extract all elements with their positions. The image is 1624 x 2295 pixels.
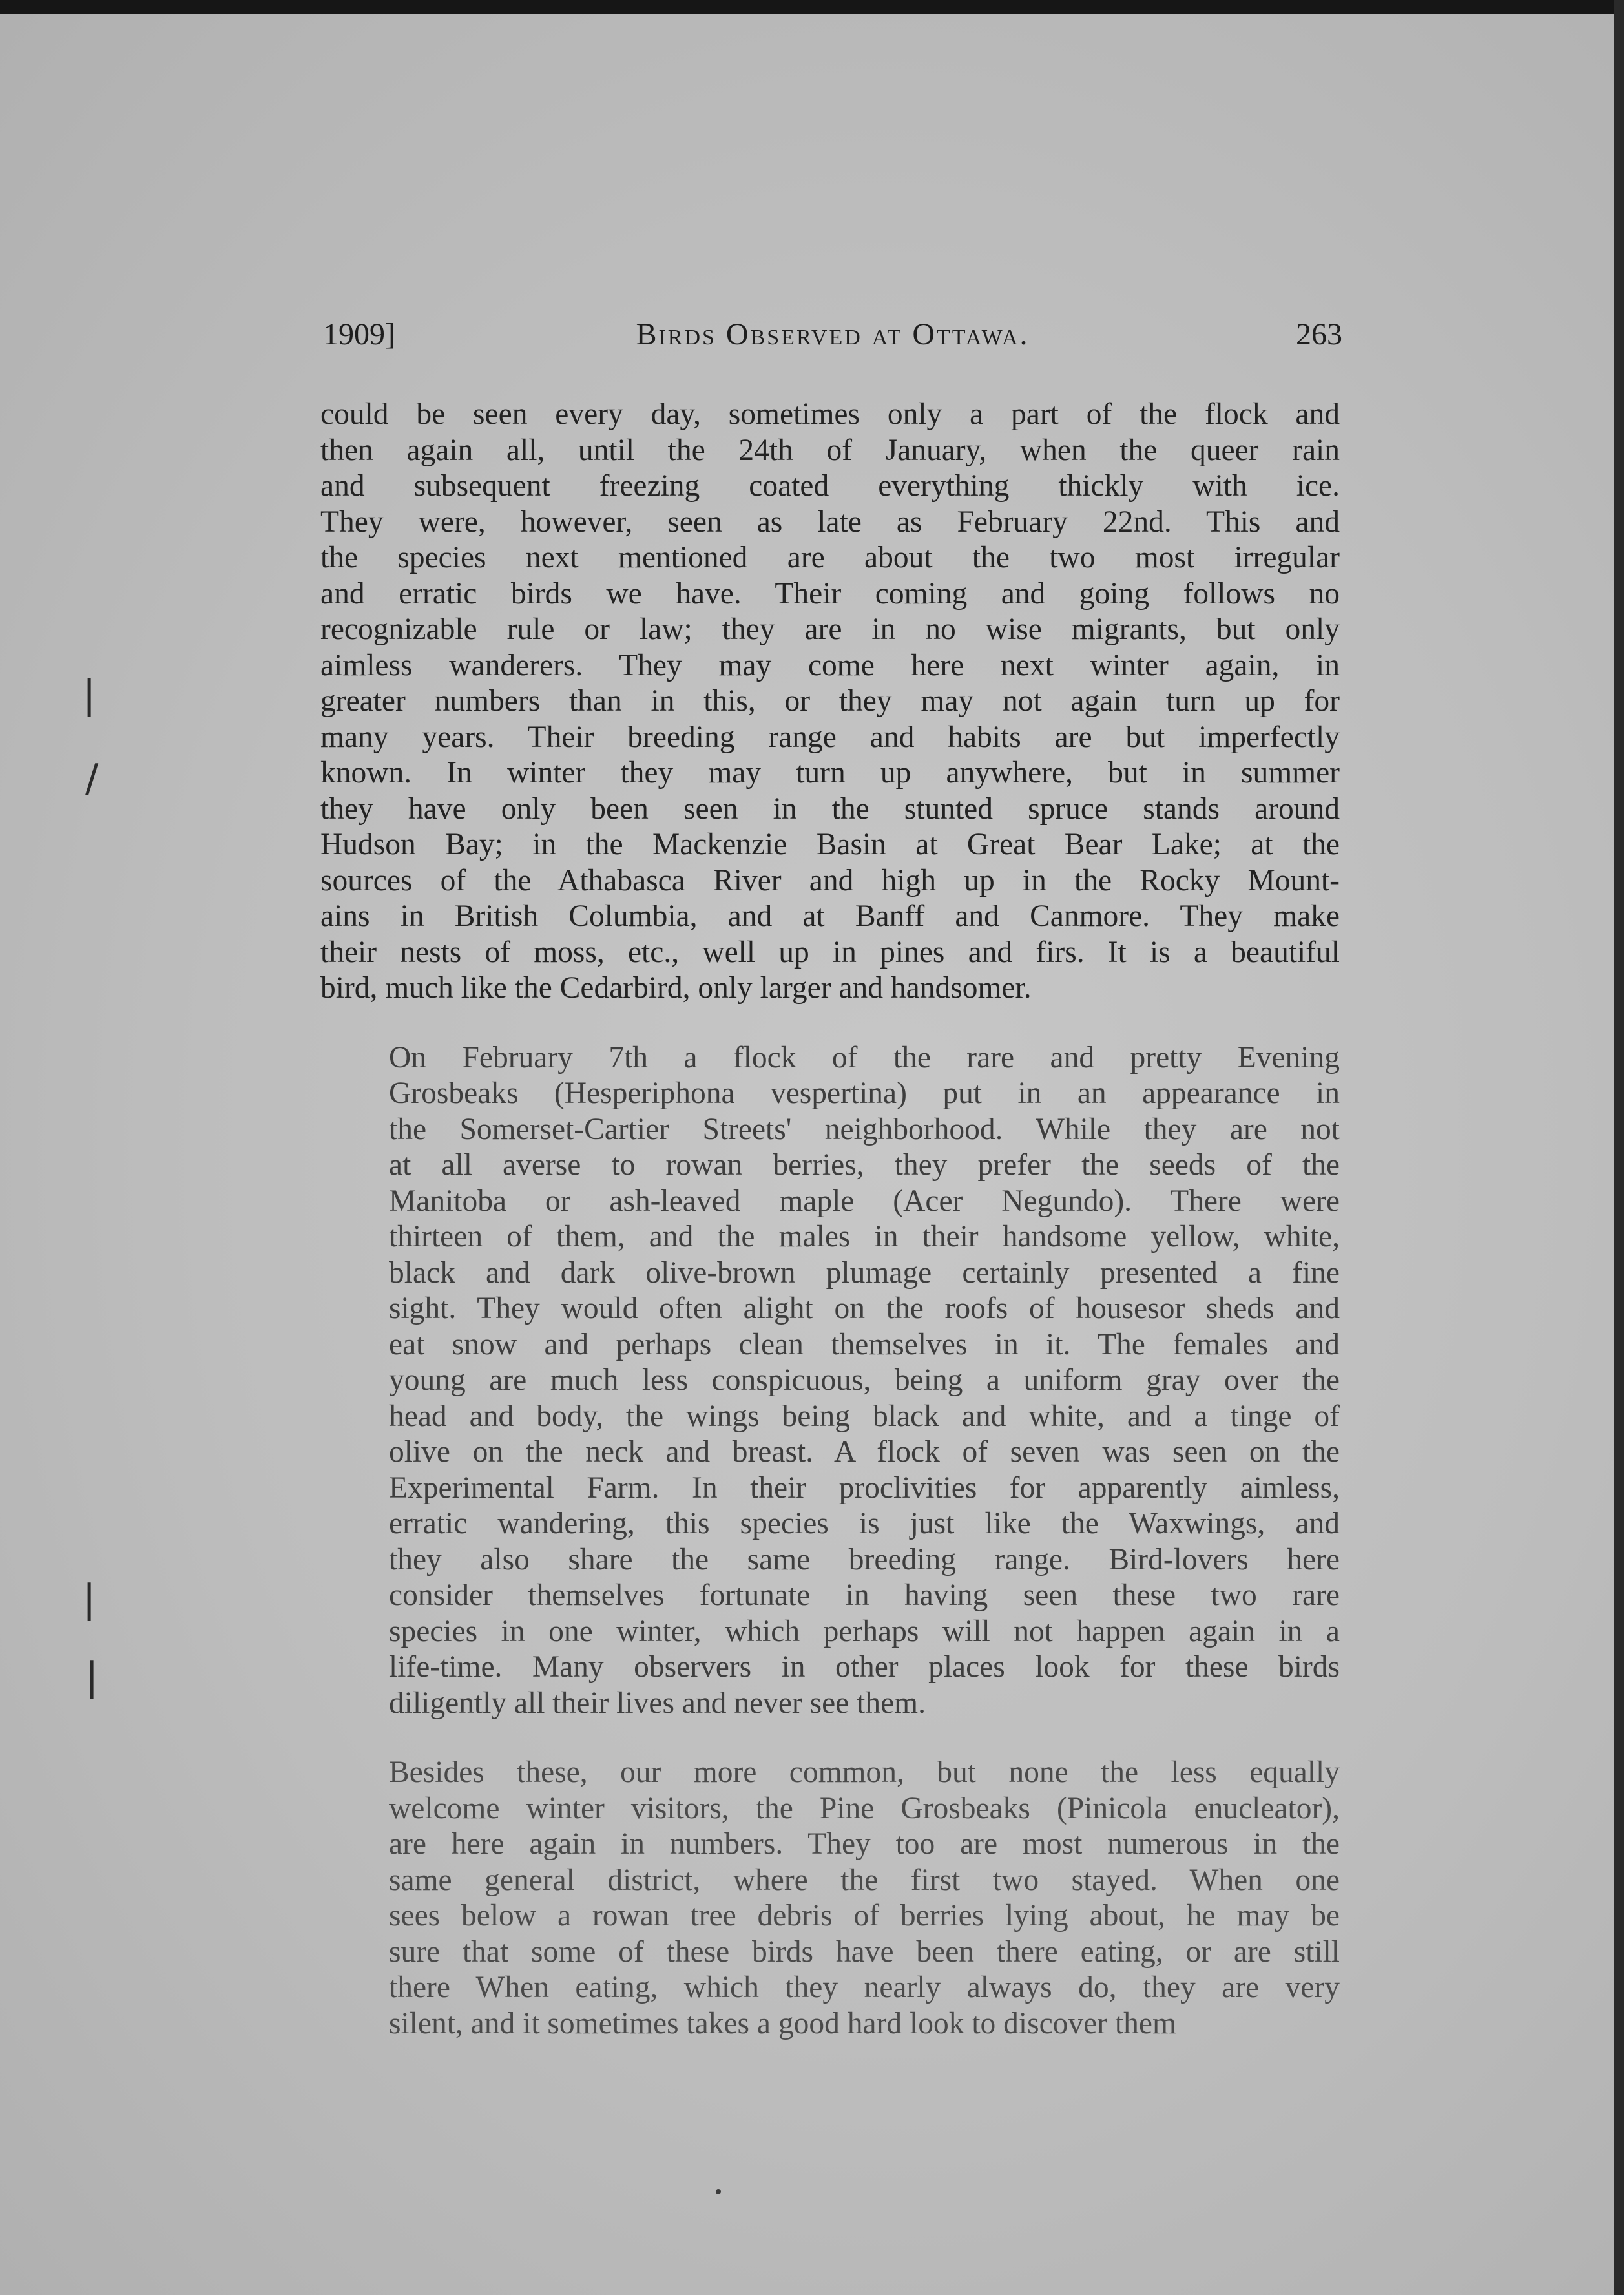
text-line: They were, however, seen as late as February 22nd. This and: [320, 505, 1340, 539]
text-line: then again all, until the 24th of January, when the queer rain: [320, 433, 1340, 467]
text-line: sources of the Athabasca River and high up in the Rocky Mount-: [320, 863, 1340, 897]
text-line: On February 7th a flock of the rare and pretty Evening: [389, 1040, 1340, 1074]
text-line: young are much less conspicuous, being a uniform gray over the: [389, 1363, 1340, 1397]
text-line: Hudson Bay; in the Mackenzie Basin at Great Bear Lake; at the: [320, 828, 1340, 861]
text-line: head and body, the wings being black and white, and a tinge of: [389, 1399, 1340, 1433]
text-line: silent, and it sometimes takes a good hard look to discover them: [389, 2006, 1176, 2040]
text-line: they also share the same breeding range. Bird-lovers here: [389, 1542, 1340, 1577]
text-line: erratic wandering, this species is just like the Waxwings, and: [389, 1507, 1340, 1540]
text-line: the species next mentioned are about the two most irregular: [320, 541, 1340, 574]
text-line: welcome winter visitors, the Pine Grosbeaks (Pinicola enucleator),: [389, 1791, 1340, 1825]
text-line: bird, much like the Cedarbird, only larger and handsomer.: [320, 971, 1032, 1005]
page-number: 263: [1296, 317, 1342, 351]
text-line: consider themselves fortunate in having seen these two rare: [389, 1578, 1340, 1612]
margin-mark-3: |: [83, 1577, 96, 1622]
text-line: at all averse to rowan berries, they prefer the seeds of the: [389, 1148, 1340, 1182]
text-line: and erratic birds we have. Their coming and going follows no: [320, 576, 1340, 611]
header-title: Birds Observed at Ottawa.: [636, 317, 1030, 351]
text-line: eat snow and perhaps clean themselves in it. The females and: [389, 1327, 1340, 1361]
text-line: black and dark olive-brown plumage certainly presented a fine: [389, 1255, 1340, 1290]
text-line: Experimental Farm. In their proclivities for apparently aimless,: [389, 1471, 1340, 1505]
text-line: and subsequent freezing coated everything thickly with ice.: [320, 469, 1340, 503]
text-line: there When eating, which they nearly always do, they are very: [389, 1971, 1340, 2004]
paragraph-2: [320, 1040, 1340, 1722]
text-line: Grosbeaks (Hesperiphona vespertina) put in an appearance in: [389, 1076, 1340, 1110]
paragraph-1: [320, 397, 1340, 1007]
margin-mark-4: |: [85, 1654, 99, 1699]
running-header: [323, 317, 1342, 368]
text-line: their nests of moss, etc., well up in pines and firs. It is a beautiful: [320, 935, 1340, 969]
margin-mark-2: /: [85, 756, 99, 801]
text-line: greater numbers than in this, or they may not again turn up for: [320, 684, 1340, 718]
text-line: sure that some of these birds have been there eating, or are still: [389, 1934, 1340, 1969]
text-line: aimless wanderers. They may come here next winter again, in: [320, 648, 1340, 682]
text-line: recognizable rule or law; they are in no wise migrants, but only: [320, 613, 1340, 646]
header-year: 1909]: [323, 317, 395, 351]
text-line: Manitoba or ash-leaved maple (Acer Negundo). There were: [389, 1184, 1340, 1218]
text-line: the Somerset-Cartier Streets' neighborhood. While they are not: [389, 1112, 1340, 1146]
text-line: sees below a rowan tree debris of berries lying about, he may be: [389, 1899, 1340, 1933]
text-line: species in one winter, which perhaps will not happen again in a: [389, 1614, 1340, 1648]
paragraph-3: [320, 1755, 1340, 2042]
speck: [716, 2189, 721, 2194]
margin-mark-1: |: [83, 672, 96, 717]
text-line: many years. Their breeding range and habits are but imperfectly: [320, 720, 1340, 754]
text-line: could be seen every day, sometimes only a part of the flock and: [320, 397, 1340, 431]
page-edge-shadow: [1614, 0, 1624, 2295]
body-text: [320, 397, 1340, 2042]
text-line: are here again in numbers. They too are most numerous in the: [389, 1827, 1340, 1861]
text-line: olive on the neck and breast. A flock of seven was seen on the: [389, 1435, 1340, 1469]
text-line: sight. They would often alight on the roofs of housesor sheds and: [389, 1292, 1340, 1325]
text-line: thirteen of them, and the males in their handsome yellow, white,: [389, 1220, 1340, 1253]
text-line: known. In winter they may turn up anywhere, but in summer: [320, 756, 1340, 790]
text-line: same general district, where the first two stayed. When one: [389, 1863, 1340, 1897]
text-line: Besides these, our more common, but none the less equally: [389, 1755, 1340, 1789]
text-line: they have only been seen in the stunted spruce stands around: [320, 791, 1340, 826]
text-line: life-time. Many observers in other places look for these birds: [389, 1650, 1340, 1684]
text-line: diligently all their lives and never see them.: [389, 1686, 926, 1720]
text-line: ains in British Columbia, and at Banff and Canmore. They make: [320, 899, 1340, 933]
